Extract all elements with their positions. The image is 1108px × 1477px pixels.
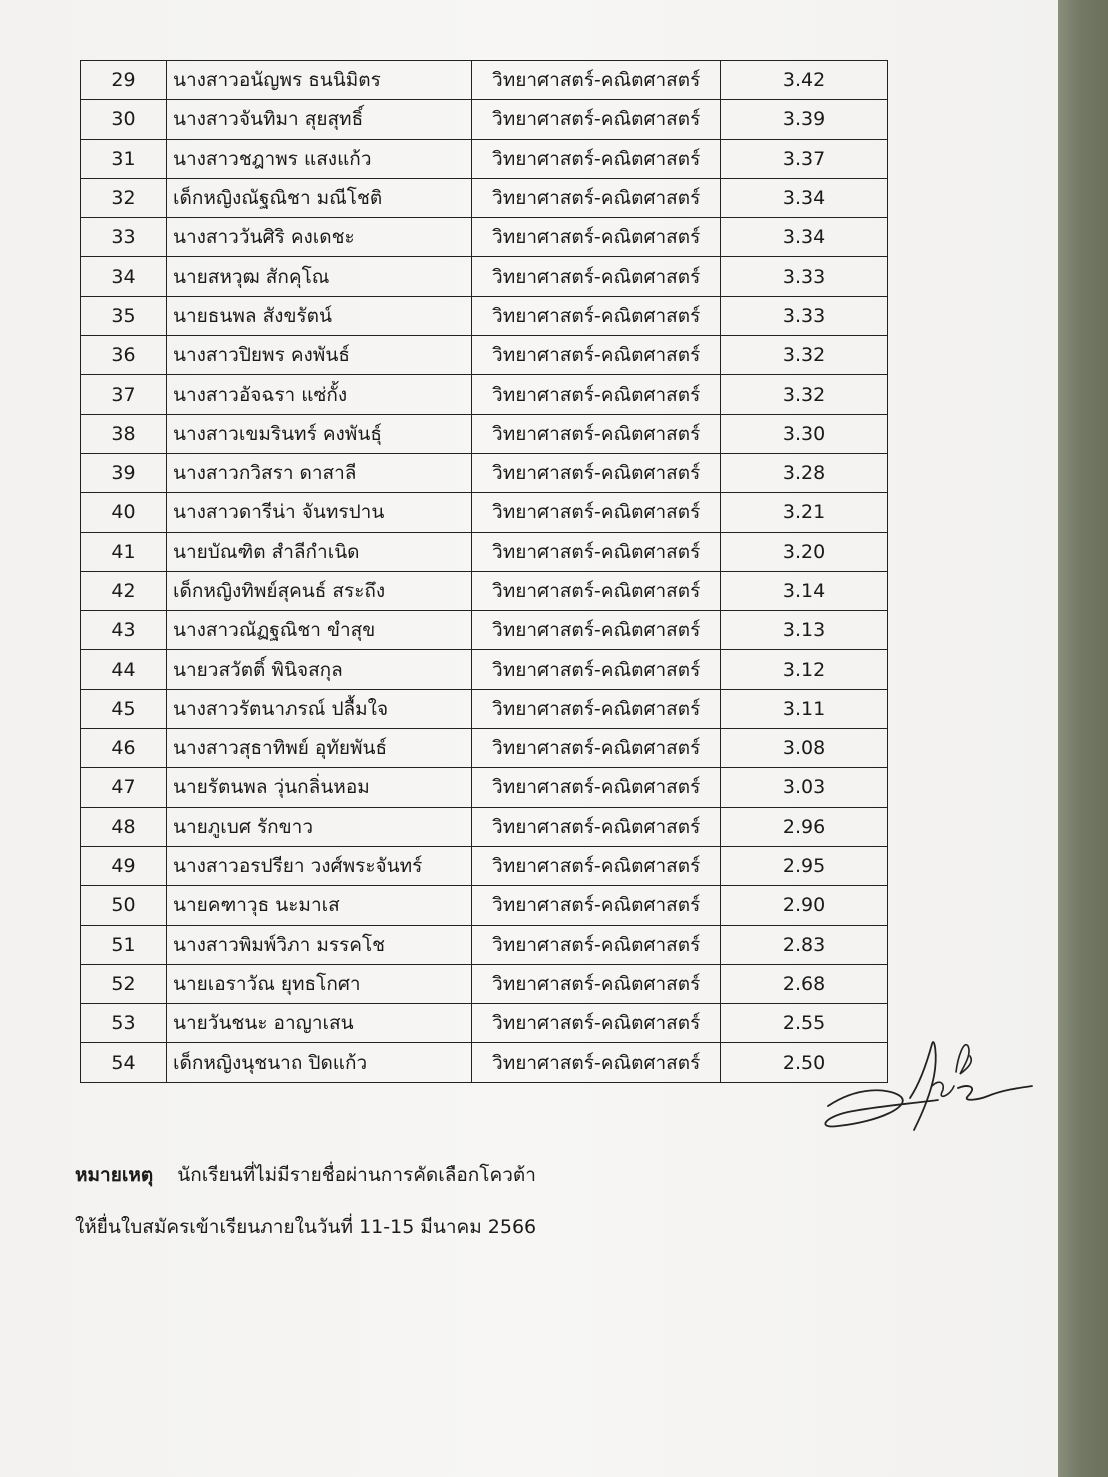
table-row [81,1004,888,1043]
row-number: 46 [81,729,167,768]
note-line-1 [75,1160,536,1190]
study-program: วิทยาศาสตร์-คณิตศาสตร์ [472,729,721,768]
study-program: วิทยาศาสตร์-คณิตศาสตร์ [472,375,721,414]
table-row [81,336,888,375]
table-row [81,375,888,414]
row-number: 52 [81,964,167,1003]
gpa-value: 3.08 [721,729,888,768]
student-name: นางสาวเขมรินทร์ คงพันธุ์ [166,414,471,453]
study-program: วิทยาศาสตร์-คณิตศาสตร์ [472,336,721,375]
row-number: 51 [81,925,167,964]
study-program: วิทยาศาสตร์-คณิตศาสตร์ [472,1004,721,1043]
row-number: 54 [81,1043,167,1082]
gpa-value: 2.95 [721,846,888,885]
gpa-value: 3.14 [721,571,888,610]
row-number: 43 [81,611,167,650]
study-program: วิทยาศาสตร์-คณิตศาสตร์ [472,100,721,139]
table-row [81,886,888,925]
table-row [81,925,888,964]
row-number: 33 [81,218,167,257]
row-number: 37 [81,375,167,414]
gpa-value: 3.34 [721,178,888,217]
table-row [81,139,888,178]
student-name: นายเอราวัณ ยุทธโกศา [166,964,471,1003]
student-name: นางสาวสุธาทิพย์ อุทัยพันธ์ [166,729,471,768]
table-row [81,453,888,492]
table-row [81,414,888,453]
gpa-value: 2.50 [721,1043,888,1082]
row-number: 50 [81,886,167,925]
table-row [81,532,888,571]
gpa-value: 3.30 [721,414,888,453]
table-row [81,689,888,728]
table-row [81,100,888,139]
background-surface [1058,0,1108,1477]
row-number: 48 [81,807,167,846]
student-name: นางสาวอรปรียา วงศ์พระจันทร์ [166,846,471,885]
row-number: 44 [81,650,167,689]
student-name: นางสาวชฎาพร แสงแก้ว [166,139,471,178]
row-number: 32 [81,178,167,217]
table-row [81,493,888,532]
study-program: วิทยาศาสตร์-คณิตศาสตร์ [472,925,721,964]
note-line-2: ให้ยื่นใบสมัครเข้าเรียนภายในวันที่ 11-15 มีนาคม 2566 [75,1216,537,1238]
table-row [81,729,888,768]
study-program: วิทยาศาสตร์-คณิตศาสตร์ [472,453,721,492]
student-name: นางสาวกวิสรา ดาสาลี [166,453,471,492]
roster-body [81,61,888,1083]
table-row [81,807,888,846]
student-name: เด็กหญิงนุชนาถ ปิดแก้ว [166,1043,471,1082]
row-number: 39 [81,453,167,492]
table-row [81,611,888,650]
student-name: นายบัณฑิต สำลีกำเนิด [166,532,471,571]
gpa-value: 3.13 [721,611,888,650]
note-label: หมายเหตุ [75,1164,154,1186]
student-name: นายวันชนะ อาญาเสน [166,1004,471,1043]
study-program: วิทยาศาสตร์-คณิตศาสตร์ [472,257,721,296]
row-number: 47 [81,768,167,807]
student-name: นายวสวัตติ์ พินิจสกุล [166,650,471,689]
student-name: นางสาวพิมพ์วิภา มรรคโช [166,925,471,964]
student-name: นางสาวรัตนาภรณ์ ปลื้มใจ [166,689,471,728]
gpa-value: 2.83 [721,925,888,964]
table-row [81,650,888,689]
study-program: วิทยาศาสตร์-คณิตศาสตร์ [472,846,721,885]
gpa-value: 3.32 [721,336,888,375]
row-number: 30 [81,100,167,139]
row-number: 38 [81,414,167,453]
gpa-value: 2.68 [721,964,888,1003]
row-number: 36 [81,336,167,375]
row-number: 34 [81,257,167,296]
row-number: 35 [81,296,167,335]
student-name: นายคฑาวุธ นะมาเส [166,886,471,925]
row-number: 49 [81,846,167,885]
signature-icon [818,1026,1038,1136]
row-number: 40 [81,493,167,532]
student-name: เด็กหญิงทิพย์สุคนธ์ สระถึง [166,571,471,610]
study-program: วิทยาศาสตร์-คณิตศาสตร์ [472,414,721,453]
gpa-value: 3.20 [721,532,888,571]
student-name: นางสาวอนัญพร ธนนิมิตร [166,61,471,100]
gpa-value: 3.21 [721,493,888,532]
table-row [81,768,888,807]
student-name: นายรัตนพล วุ่นกลิ่นหอม [166,768,471,807]
table-row [81,846,888,885]
gpa-value: 3.03 [721,768,888,807]
table-row [81,964,888,1003]
note-text: นักเรียนที่ไม่มีรายชื่อผ่านการคัดเลือกโควต้า [177,1164,536,1186]
table-row [81,1043,888,1082]
study-program: วิทยาศาสตร์-คณิตศาสตร์ [472,1043,721,1082]
row-number: 29 [81,61,167,100]
study-program: วิทยาศาสตร์-คณิตศาสตร์ [472,650,721,689]
student-name: นางสาวดารีน่า จันทรปาน [166,493,471,532]
row-number: 31 [81,139,167,178]
gpa-value: 3.28 [721,453,888,492]
table-row [81,571,888,610]
study-program: วิทยาศาสตร์-คณิตศาสตร์ [472,611,721,650]
table-row [81,218,888,257]
gpa-value: 3.11 [721,689,888,728]
gpa-value: 2.90 [721,886,888,925]
study-program: วิทยาศาสตร์-คณิตศาสตร์ [472,61,721,100]
gpa-value: 2.96 [721,807,888,846]
study-program: วิทยาศาสตร์-คณิตศาสตร์ [472,532,721,571]
table-row [81,296,888,335]
student-name: นางสาวปิยพร คงพันธ์ [166,336,471,375]
gpa-value: 3.33 [721,296,888,335]
gpa-value: 3.34 [721,218,888,257]
study-program: วิทยาศาสตร์-คณิตศาสตร์ [472,807,721,846]
study-program: วิทยาศาสตร์-คณิตศาสตร์ [472,139,721,178]
student-name: นายธนพล สังขรัตน์ [166,296,471,335]
table-row [81,257,888,296]
row-number: 42 [81,571,167,610]
student-name: นางสาววันศิริ คงเดชะ [166,218,471,257]
student-name: นางสาวอัจฉรา แซ่กั้ง [166,375,471,414]
table-row [81,61,888,100]
study-program: วิทยาศาสตร์-คณิตศาสตร์ [472,493,721,532]
study-program: วิทยาศาสตร์-คณิตศาสตร์ [472,768,721,807]
student-name: นางสาวจันทิมา สุยสุทธิ์ [166,100,471,139]
row-number: 53 [81,1004,167,1043]
student-name: นางสาวณัฏฐณิชา ขำสุข [166,611,471,650]
study-program: วิทยาศาสตร์-คณิตศาสตร์ [472,296,721,335]
gpa-value: 2.55 [721,1004,888,1043]
study-program: วิทยาศาสตร์-คณิตศาสตร์ [472,178,721,217]
study-program: วิทยาศาสตร์-คณิตศาสตร์ [472,964,721,1003]
gpa-value: 3.12 [721,650,888,689]
row-number: 45 [81,689,167,728]
student-name: เด็กหญิงณัฐณิชา มณีโชติ [166,178,471,217]
gpa-value: 3.37 [721,139,888,178]
student-name: นายภูเบศ รักขาว [166,807,471,846]
gpa-value: 3.39 [721,100,888,139]
study-program: วิทยาศาสตร์-คณิตศาสตร์ [472,218,721,257]
gpa-value: 3.42 [721,61,888,100]
row-number: 41 [81,532,167,571]
student-name: นายสหวุฒ สักคุโณ [166,257,471,296]
student-roster-table [80,60,888,1083]
study-program: วิทยาศาสตร์-คณิตศาสตร์ [472,886,721,925]
gpa-value: 3.32 [721,375,888,414]
table-row [81,178,888,217]
study-program: วิทยาศาสตร์-คณิตศาสตร์ [472,571,721,610]
gpa-value: 3.33 [721,257,888,296]
study-program: วิทยาศาสตร์-คณิตศาสตร์ [472,689,721,728]
